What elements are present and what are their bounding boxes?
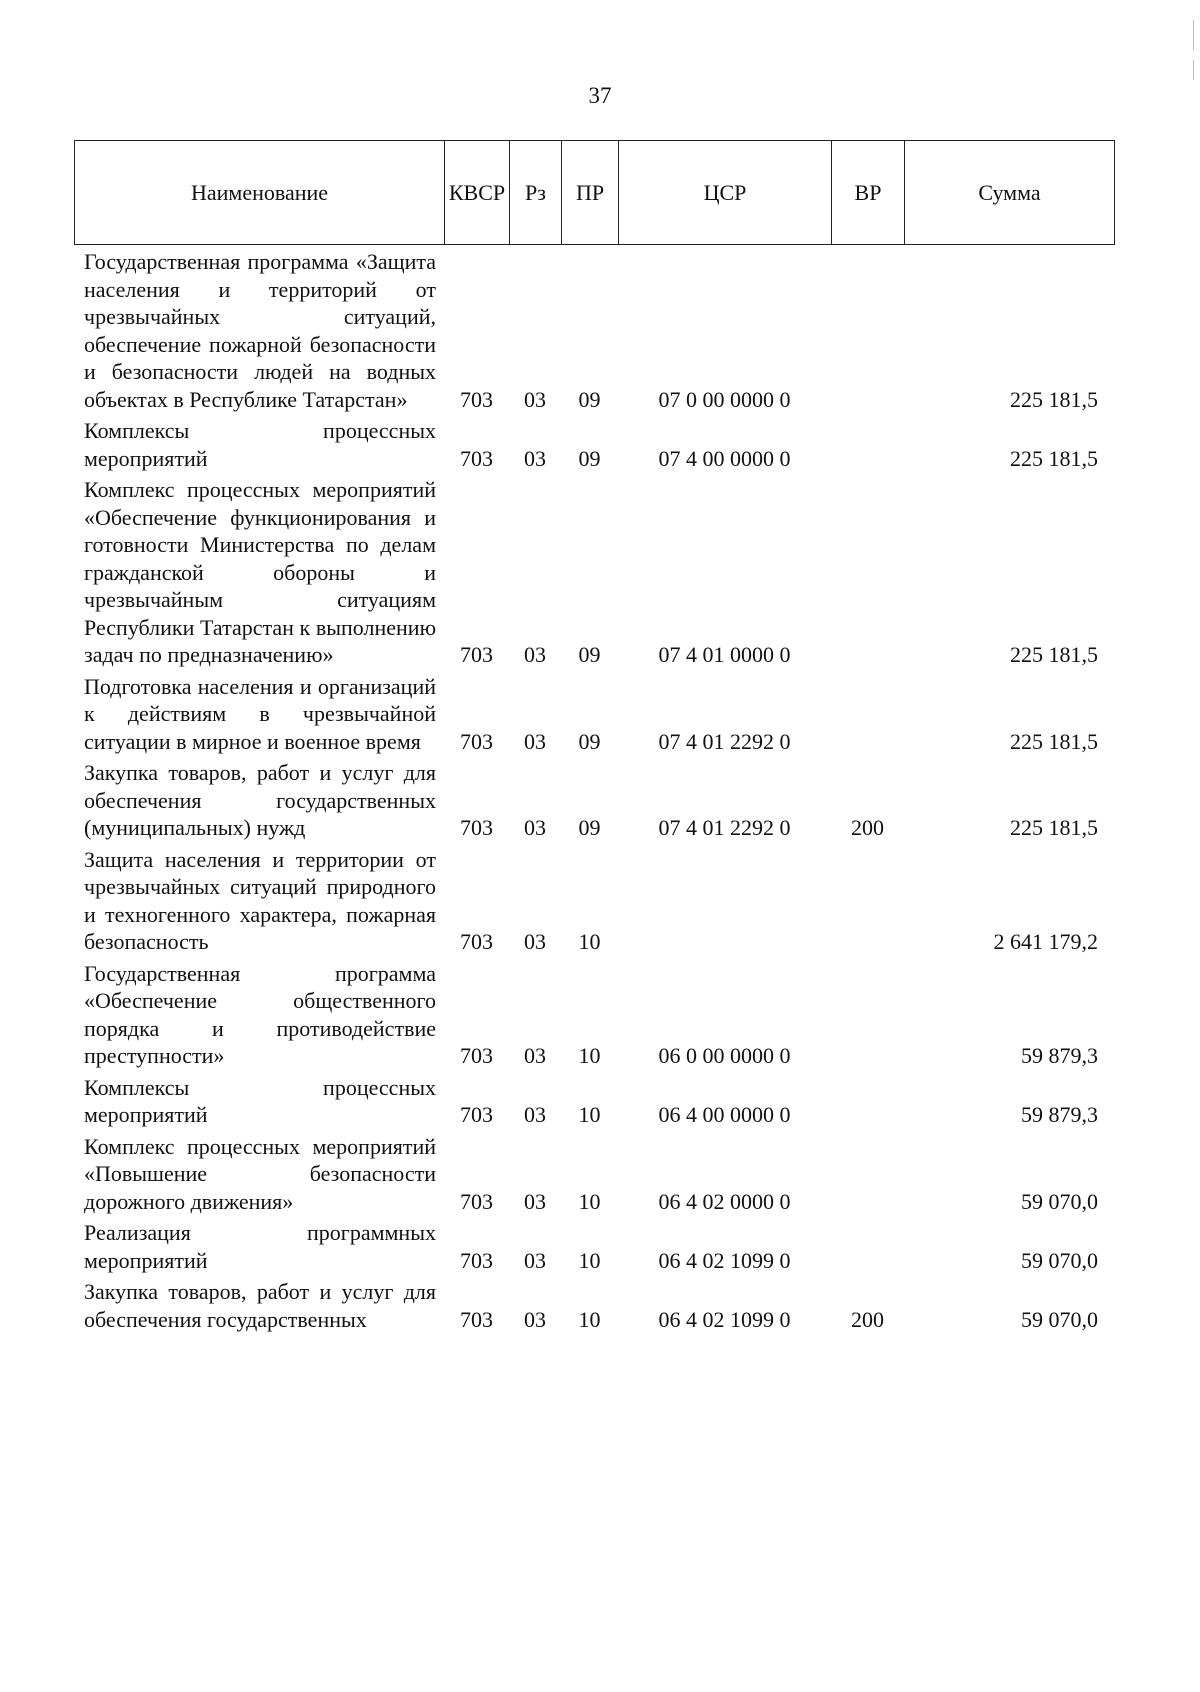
row-rz: 03	[524, 1102, 546, 1127]
row-pr: 10	[578, 1043, 601, 1068]
row-pr: 09	[578, 815, 601, 840]
row-kvsr: 703	[460, 1188, 493, 1214]
row-sum: 2 641 179,2	[993, 929, 1098, 954]
row-sum: 59 070,0	[1021, 1247, 1098, 1273]
row-rz: 03	[524, 1188, 546, 1214]
table-body	[74, 248, 1114, 1337]
table-row	[74, 417, 1114, 472]
column-header-csr: ЦСР	[619, 141, 832, 245]
margin-mark	[1193, 20, 1194, 50]
row-pr: 09	[578, 445, 601, 471]
row-sum: 225 181,5	[1010, 728, 1098, 754]
row-sum: 225 181,5	[1010, 386, 1098, 412]
table-row	[74, 759, 1114, 842]
row-name: Комплекс процессных мероприятий «Обеспечение функционирования и готовности Министерства по делам гражданской обороны и чрезвычайным ситуациям Республики Татарстан к выполнению задач по предназначению»	[84, 477, 436, 667]
row-csr: 07 0 00 0000 0	[658, 386, 791, 412]
row-csr: 06 4 00 0000 0	[658, 1102, 791, 1127]
row-rz: 03	[524, 1306, 546, 1332]
table-row	[74, 476, 1114, 669]
row-sum: 59 879,3	[1021, 1102, 1098, 1127]
row-sum: 225 181,5	[1010, 815, 1098, 840]
column-header-rz: Рз	[510, 141, 562, 245]
row-pr: 10	[578, 929, 601, 954]
row-sum: 225 181,5	[1010, 642, 1098, 667]
row-kvsr: 703	[460, 445, 493, 471]
row-pr: 09	[578, 386, 601, 412]
row-csr: 07 4 00 0000 0	[658, 445, 791, 471]
row-kvsr: 703	[460, 815, 493, 840]
row-sum: 59 879,3	[1021, 1043, 1098, 1068]
row-vr: 200	[851, 815, 884, 840]
row-kvsr: 703	[460, 1247, 493, 1273]
row-rz: 03	[524, 728, 546, 754]
row-name: Подготовка населения и организаций к действиям в чрезвычайной ситуации в мирное и военное время	[84, 673, 436, 754]
row-rz: 03	[524, 1043, 546, 1068]
table-row	[74, 1133, 1114, 1216]
table-header	[74, 140, 1115, 245]
row-kvsr: 703	[460, 1102, 493, 1127]
row-csr: 07 4 01 2292 0	[658, 728, 791, 754]
row-kvsr: 703	[460, 642, 493, 667]
row-vr: 200	[851, 1306, 884, 1332]
page-number: 37	[588, 83, 612, 108]
table-row	[74, 1219, 1114, 1274]
row-name: Комплексы процессных мероприятий	[84, 1074, 436, 1127]
column-header-pr: ПР	[562, 141, 619, 245]
row-pr: 10	[578, 1247, 601, 1273]
column-header-name: Наименование	[75, 141, 445, 245]
table-row	[74, 1278, 1114, 1333]
table-row	[74, 1074, 1114, 1129]
row-name: Государственная программа «Обеспечение общественного порядка и противодействие преступности»	[84, 960, 436, 1068]
row-csr: 06 4 02 1099 0	[658, 1247, 791, 1273]
row-pr: 09	[578, 728, 601, 754]
row-sum: 59 070,0	[1021, 1306, 1098, 1332]
row-kvsr: 703	[460, 929, 493, 954]
row-rz: 03	[524, 815, 546, 840]
row-csr: 06 4 02 1099 0	[658, 1306, 791, 1332]
table-row	[74, 248, 1114, 413]
row-kvsr: 703	[460, 386, 493, 412]
row-kvsr: 703	[460, 1306, 493, 1332]
row-csr: 07 4 01 0000 0	[658, 642, 791, 667]
row-name: Реализация программных мероприятий	[84, 1220, 436, 1273]
row-csr: 06 0 00 0000 0	[658, 1043, 791, 1068]
margin-mark	[1193, 60, 1194, 80]
column-header-kvsr: КВСР	[445, 141, 510, 245]
row-name: Государственная программа «Защита населения и территорий от чрезвычайных ситуаций, обеспечение пожарной безопасности и безопасности людей на водных объектах в Республике Татарстан»	[84, 249, 436, 412]
column-header-vr: ВР	[832, 141, 905, 245]
row-rz: 03	[524, 642, 546, 667]
row-rz: 03	[524, 929, 546, 954]
row-pr: 09	[578, 642, 601, 667]
row-pr: 10	[578, 1188, 601, 1214]
row-name: Комплекс процессных мероприятий «Повышение безопасности дорожного движения»	[84, 1133, 436, 1214]
row-csr: 06 4 02 0000 0	[658, 1188, 791, 1214]
row-name: Закупка товаров, работ и услуг для обеспечения государственных (муниципальных) нужд	[84, 760, 436, 840]
table-row	[74, 673, 1114, 756]
row-pr: 10	[578, 1306, 601, 1332]
row-sum: 59 070,0	[1021, 1188, 1098, 1214]
row-name: Закупка товаров, работ и услуг для обеспечения государственных	[84, 1279, 436, 1332]
row-rz: 03	[524, 445, 546, 471]
column-header-sum: Сумма	[905, 141, 1115, 245]
table-row	[74, 846, 1114, 956]
row-sum: 225 181,5	[1010, 445, 1098, 471]
row-rz: 03	[524, 386, 546, 412]
row-kvsr: 703	[460, 1043, 493, 1068]
table-row	[74, 960, 1114, 1070]
row-csr: 07 4 01 2292 0	[658, 815, 791, 840]
row-name: Защита населения и территории от чрезвычайных ситуаций природного и техногенного характера, пожарная безопасность	[84, 846, 436, 954]
row-name: Комплексы процессных мероприятий	[84, 418, 436, 471]
row-rz: 03	[524, 1247, 546, 1273]
row-kvsr: 703	[460, 728, 493, 754]
row-pr: 10	[578, 1102, 601, 1127]
